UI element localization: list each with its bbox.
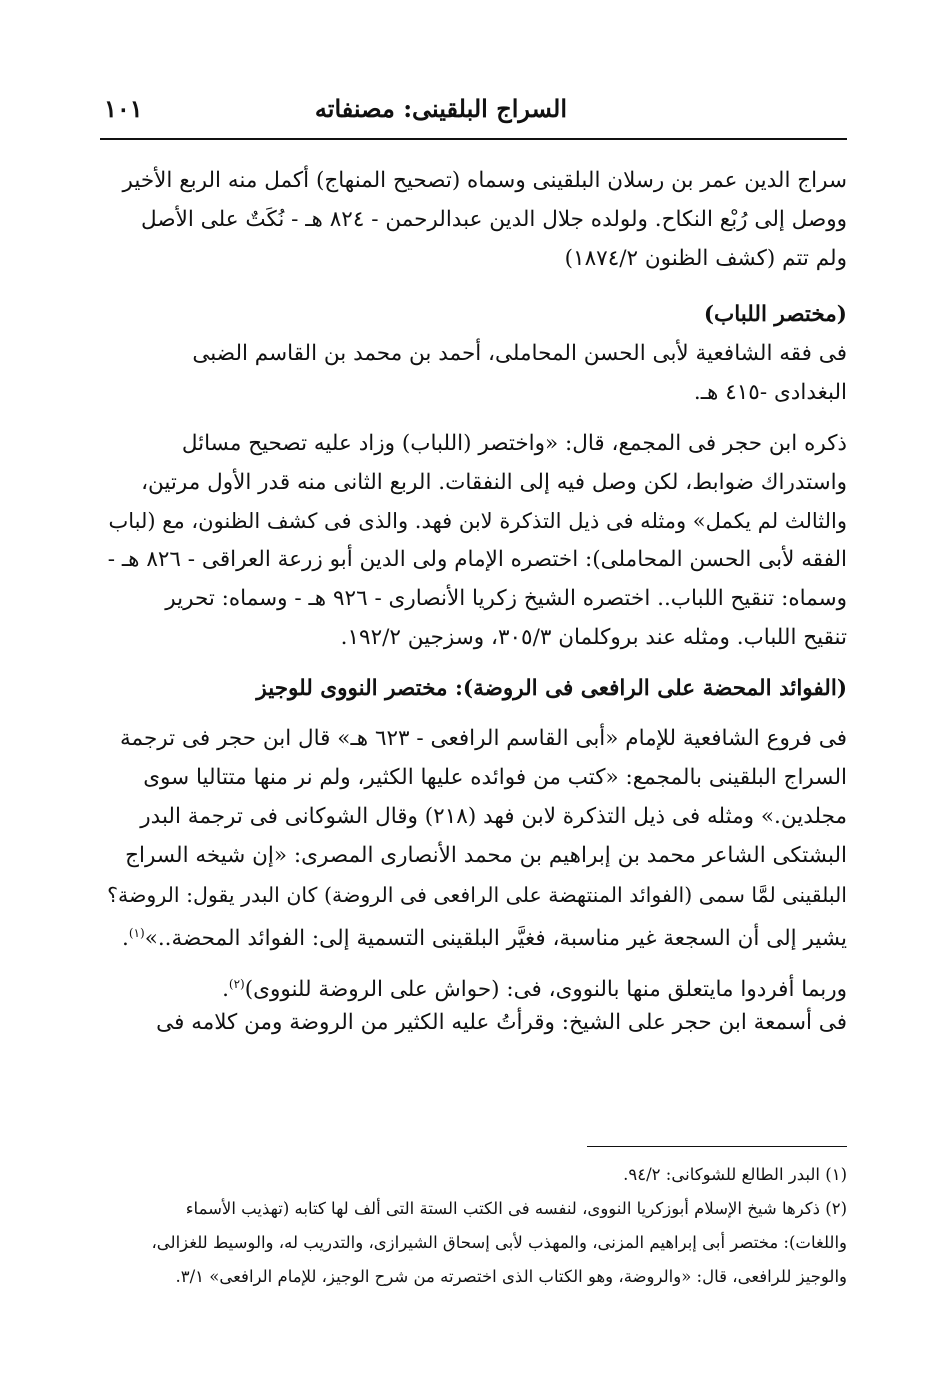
text-line: ذكره ابن حجر فى المجمع، قال: «واختصر (اللباب) وزاد عليه تصحيح مسائل	[181, 430, 847, 456]
text-line: وسماه: تنقيح اللباب.. اختصره الشيخ زكريا الأنصارى - ٩٢٦ هـ - وسماه: تحرير	[165, 585, 847, 611]
footnote-line: (١) البدر الطالع للشوكانى: ٩٤/٢.	[623, 1165, 847, 1184]
text-line: وربما أفردوا مايتعلق منها بالنووى، فى: (حواش على الروضة للنووى)$^{(٢)}$.	[222, 977, 847, 1003]
text-line: سراج الدين عمر بن رسلان البلقينى وسماه (تصحيح المنهاج) أكمل منه الربع الأخير	[122, 168, 847, 193]
text-line: يشير إلى أن السجعة غير مناسبة، فغيَّر البلقينى التسمية إلى: الفوائد المحضة..»$^{(١)}$.	[122, 926, 847, 952]
header-rule	[100, 138, 847, 140]
page-number: ١٠١	[104, 94, 143, 123]
text-line: البلقينى لمَّا سمى (الفوائد المنتهضة على الرافعى فى الروضة) كان البدر يقول: الروضة؟	[107, 882, 847, 907]
text-span: يشير إلى أن السجعة غير مناسبة، فغيَّر البلقينى التسمية إلى: الفوائد المحضة..»	[144, 926, 847, 952]
footnote-line: (٢) ذكرها شيخ الإسلام أبوزكريا النووى، لنفسه فى الكتب الستة التى ألف لها كتابه (تهذيب الأسماء	[185, 1199, 847, 1218]
text-span: وربما أفردوا مايتعلق منها بالنووى، فى: (حواش على الروضة للنووى)	[244, 977, 847, 1003]
text-line: فى فروع الشافعية للإمام «أبى القاسم الرافعى - ٦٢٣ هـ» قال ابن حجر فى ترجمة	[120, 726, 847, 752]
text-line: البشتكى الشاعر محمد بن إبراهيم بن محمد الأنصارى المصرى: «إن شيخه السراج	[125, 842, 847, 868]
footnote-marker: (١)	[128, 926, 145, 941]
footnote-rule	[587, 1146, 847, 1147]
text-line: فى فقه الشافعية لأبى الحسن المحاملى، أحمد بن محمد بن القاسم الضبى	[192, 341, 847, 367]
footnote-marker: (٢)	[228, 977, 245, 992]
running-title: السراج البلقينى: مصنفاته	[314, 94, 567, 123]
footnotes	[100, 1158, 847, 1294]
text-line: واستدراك ضوابط، لكن وصل فيه إلى النفقات. الربع الثانى منه قدر الأول مرتين،	[141, 469, 847, 495]
section-heading: (الفوائد المحضة على الرافعى فى الروضة): مختصر النووى للوجيز	[256, 675, 847, 701]
text-line: مجلدين.» ومثله فى ذيل التذكرة لابن فهد (٢١٨) وقال الشوكانى فى ترجمة البدر	[140, 803, 847, 829]
text-line: السراج البلقينى بالمجمع: «كتب من فوائده عليها الكثير، ولم نر منها متتاليا سوى	[143, 765, 847, 791]
text-line: تنقيح اللباب. ومثله عند بروكلمان ٣٠٥/٣، وسزجين ١٩٢/٢.	[340, 624, 847, 650]
text-line: الفقه لأبى الحسن المحاملى): اختصره الإمام ولى الدين أبو زرعة العراقى - ٨٢٦ هـ -	[107, 547, 847, 573]
text-line: ولم تتم (كشف الظنون ١٨٧٤/٢)	[564, 245, 847, 271]
text-line: ووصل إلى رُبْع النكاح. ولولده جلال الدين عبدالرحمن - ٨٢٤ هـ - نُكَتٌ على الأصل	[141, 206, 847, 232]
footnote-line: والوجيز للرافعى، قال: «والروضة، وهو الكتاب الذى اختصرته من شرح الوجيز، للإمام الرافعى» ٣/١.	[175, 1267, 847, 1286]
footnote-line: واللغات): مختصر أبى إبراهيم المزنى، والمهذب لأبى إسحاق الشيرازى، والتدريب له، والوسيط للغزالى،	[151, 1233, 847, 1252]
text-line: البغدادى -٤١٥ هـ.	[693, 379, 847, 405]
running-header	[100, 92, 847, 136]
text-line: فى أسمعة ابن حجر على الشيخ: وقرأتُ عليه الكثير من الروضة ومن كلامه فى	[156, 1009, 847, 1035]
section-heading: (مختصر اللباب)	[703, 302, 847, 328]
main-text	[100, 162, 847, 1043]
text-line: والثالث لم يكمل» ومثله فى ذيل التذكرة لابن فهد. والذى فى كشف الظنون، مع (لباب	[108, 509, 847, 534]
